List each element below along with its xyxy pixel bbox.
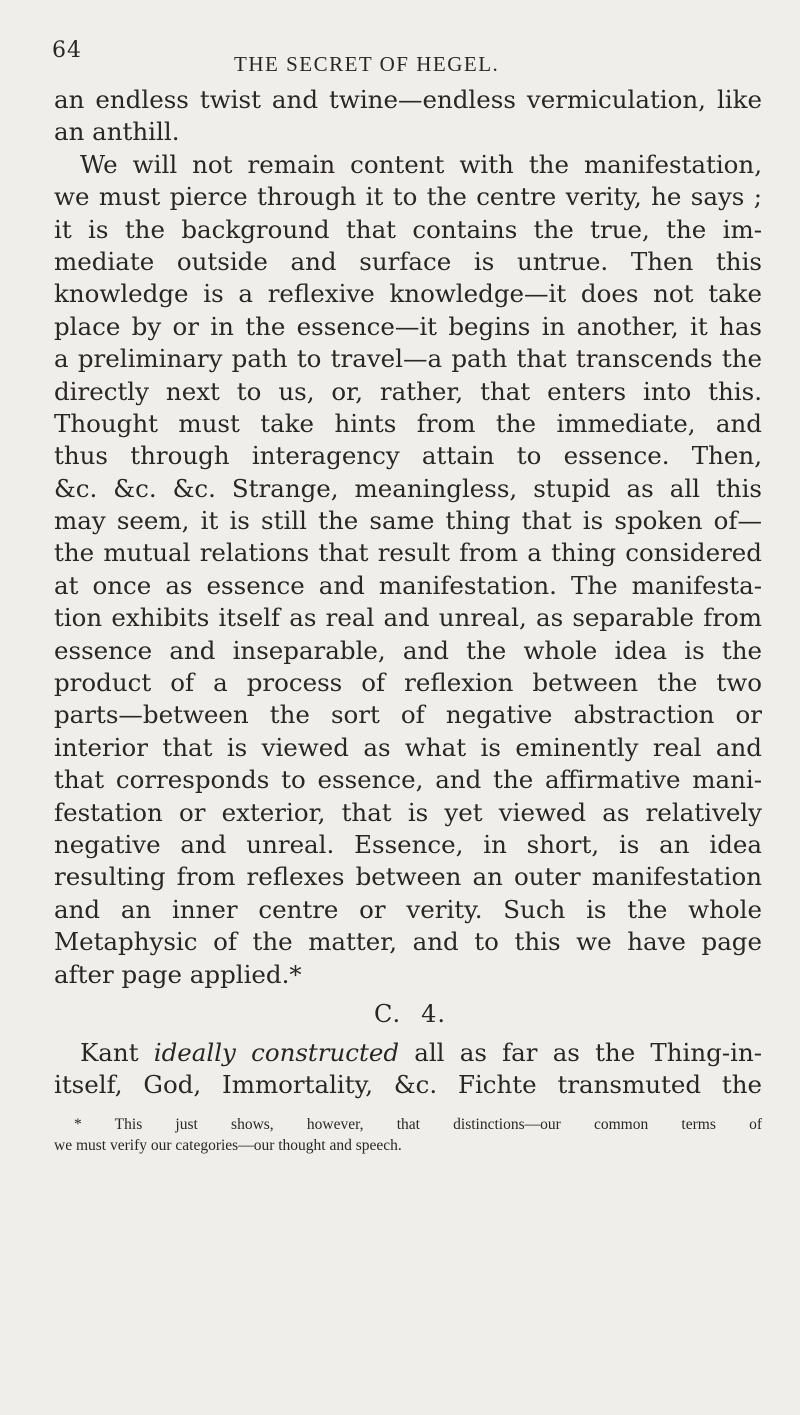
text-line: it is the background that contains the true, the im- xyxy=(54,214,762,244)
text-line: after page applied.* xyxy=(54,959,302,989)
text-run: Kant xyxy=(80,1038,154,1067)
running-title: THE SECRET OF HEGEL. xyxy=(234,52,500,76)
text-line: and an inner centre or verity. Such is the whole xyxy=(54,894,762,924)
text-line: Metaphysic of the matter, and to this we have page xyxy=(54,927,762,957)
section-number: 4. xyxy=(421,1000,447,1028)
text-line: negative and unreal. Essence, in short, is an idea xyxy=(54,829,762,859)
text-line: parts—between the sort of negative abstraction or xyxy=(54,700,762,730)
paragraph-kant xyxy=(54,1037,762,1102)
text-run: all as far as the Thing-in- xyxy=(399,1038,762,1067)
paragraph-main xyxy=(54,84,762,991)
text-line: tion exhibits itself as real and unreal, as separable from xyxy=(54,603,762,633)
text-line: itself, God, Immortality, &c. Fichte transmuted the xyxy=(54,1070,762,1100)
text-line: resulting from reflexes between an outer manifestation xyxy=(54,862,762,892)
footnote-line: * This just shows, however, that distinctions—our common terms of xyxy=(74,1116,762,1133)
footnote xyxy=(54,1114,762,1156)
text-line: interior that is viewed as what is eminently real and xyxy=(54,732,762,762)
page-number: 64 xyxy=(52,38,82,63)
text-line: mediate outside and surface is untrue. Then this xyxy=(54,246,762,276)
text-line: an endless twist and twine—endless vermiculation, like xyxy=(54,85,762,114)
text-line: thus through interagency attain to essence. Then, xyxy=(54,441,762,471)
text-line: essence and inseparable, and the whole idea is the xyxy=(54,635,762,665)
text-line: that corresponds to essence, and the affirmative mani- xyxy=(54,765,762,795)
text-line: knowledge is a reflexive knowledge—it does not take xyxy=(54,279,762,309)
text-line: place by or in the essence—it begins in another, it has xyxy=(54,311,762,341)
text-line: directly next to us, or, rather, that enters into this. xyxy=(54,376,762,406)
text-line: &c. &c. &c. Strange, meaningless, stupid as all this xyxy=(54,473,762,503)
text-line xyxy=(54,1037,762,1069)
footnote-line: we must verify our categories—our thought and speech. xyxy=(54,1137,402,1154)
section-heading xyxy=(0,1000,800,1028)
text-line: an anthill. xyxy=(54,117,180,147)
text-line: Thought must take hints from the immediate, and xyxy=(54,408,762,438)
text-line: We will not remain content with the manifestation, xyxy=(80,149,762,179)
page-header xyxy=(0,18,800,76)
text-line: a preliminary path to travel—a path that transcends the xyxy=(54,344,762,374)
text-line: the mutual relations that result from a thing considered xyxy=(54,538,762,568)
section-letter: C. xyxy=(373,1000,402,1028)
text-line: product of a process of reflexion between the two xyxy=(54,668,762,698)
text-line: may seem, it is still the same thing that is spoken of— xyxy=(54,506,762,536)
text-line: we must pierce through it to the centre verity, he says ; xyxy=(54,182,762,212)
emphasis-text: ideally constructed xyxy=(153,1038,400,1067)
text-line: at once as essence and manifestation. The manifesta- xyxy=(54,570,762,600)
text-line: festation or exterior, that is yet viewed as relatively xyxy=(54,797,762,827)
